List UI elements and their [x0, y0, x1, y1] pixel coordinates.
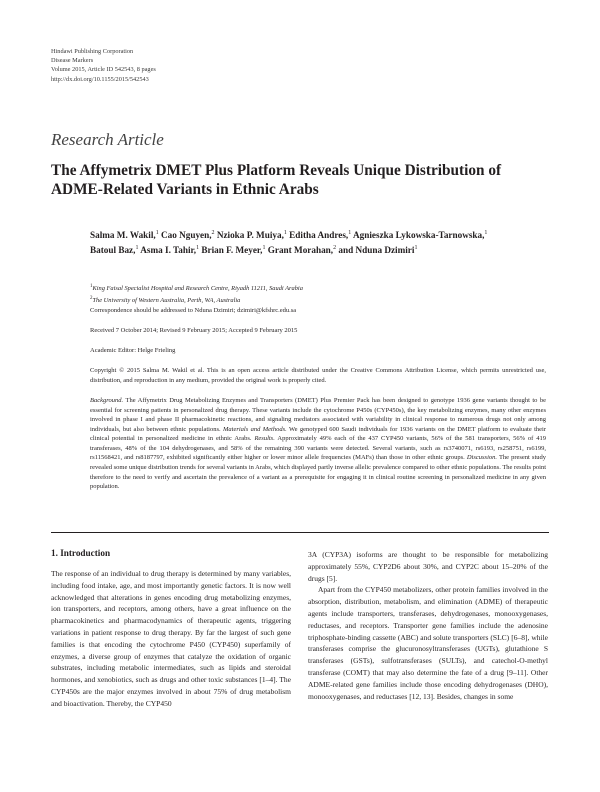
- correspondence: Correspondence should be addressed to Nduna Dzimiri; dzimiri@kfshrc.edu.sa: [90, 307, 297, 314]
- paper-title: The Affymetrix DMET Plus Platform Reveals Unique Distribution of ADME-Related Variants in Ethnic Arabs: [51, 162, 502, 198]
- abstract-methods: We genotyped 600 Saudi individuals for 1936 variants on the DMET platform to evaluate their clinical potential in personalized medicine in ethnic Arabs.: [90, 425, 546, 443]
- academic-editor: Academic Editor: Helge Frieling: [90, 347, 176, 354]
- article-type: Research Article: [51, 130, 164, 149]
- author-list: [90, 227, 530, 257]
- received-dates: Received 7 October 2014; Revised 9 February 2015; Accepted 9 February 2015: [90, 327, 298, 334]
- body-column-left: [51, 568, 291, 710]
- author: Salma M. Wakil,$^1$: [90, 230, 159, 241]
- author: Editha Andres,$^1$: [289, 230, 352, 241]
- volume-line: Volume 2015, Article ID 542543, 8 pages: [51, 66, 156, 74]
- abstract-label-results: Results.: [254, 435, 275, 443]
- affiliation-2: $^2$The University of Western Australia, Perth, WA, Australia: [90, 296, 241, 305]
- publisher-line: Hindawi Publishing Corporation: [51, 48, 134, 55]
- body-column-right: [308, 549, 548, 702]
- affiliations: [90, 282, 303, 307]
- journal-header: [51, 47, 156, 84]
- author: Cao Nguyen,$^2$: [160, 230, 215, 241]
- author: Agnieszka Lykowska-Tarnowska,$^1$: [353, 230, 488, 241]
- abstract-results: Approximately 49% each of the 437 CYP450 variants, 56% of the 581 transporters, 56% of 419 transferases, 48% of the 104 dehydrogenases, and 58% of the remaining 390 variants were detected. Several variants, such as rs3740071, rs6193, rs258751, rs6199, rs11568421, and rs8187797, exhibited significantly either higher or lower minor allele frequencies (MAFs) than those in other ethnic groups.: [90, 435, 546, 462]
- section-divider: [51, 532, 549, 533]
- abstract-label-discussion: Discussion.: [466, 454, 497, 462]
- intro-paragraph-2: Apart from the CYP450 metabolizers, other protein families involved in the absorption, distribution, metabolism, and elimination (ADME) of therapeutic agents include transporters, transferases, dehydrogenases, monooxygenases, reductases, and receptors. Transporter gene families include the adenosine triphosphate-binding cassette (ABC) and solute transporters (SLC) [6–8], while transferases comprise the glucuronosyltransferases (UGTs), glutathione S transferases (GSTs), sulfotransferases (SULTs), and catechol-O-methyl transferase (COMT) that may also determine the fate of a drug [9–11]. Other ADME-related gene families include those encoding dehydrogenases (DHO), monooxygenases, and reductases [12, 13]. Besides, changes in some: [308, 585, 548, 701]
- abstract-background: The Affymetrix Drug Metabolizing Enzymes and Transporters (DMET) Plus Premier Pack has been designed to genotype 1936 gene variants thought to be essential for screening patients in personalized drug therapy. These variants include the cytochrome P450s (CYP450s), the key metabolizing enzymes, many other enzymes involved in phase I and phase II pharmacokinetic reactions, and signaling mediators associated with variability in clinical response to numerous drugs not only among individuals, but also between ethnic populations.: [90, 397, 546, 433]
- author: Nzioka P. Muiya,$^1$: [216, 230, 287, 241]
- journal-name: Disease Markers: [51, 57, 94, 65]
- section-heading: 1. Introduction: [51, 548, 111, 558]
- doi-link[interactable]: http://dx.doi.org/10.1155/2015/542543: [51, 75, 149, 83]
- intro-paragraph-continued: 3A (CYP3A) isoforms are thought to be responsible for metabolizing approximately 55%, CYP2D6 about 30%, and CYP2C about 15–20% of the drugs [5].: [308, 550, 548, 583]
- author: Asma I. Tahir,$^1$: [140, 245, 200, 256]
- abstract-label-methods: Materials and Methods.: [222, 425, 287, 433]
- author: Grant Morahan,$^2$: [267, 245, 337, 256]
- affiliation-1: $^1$King Faisal Specialist Hospital and Research Centre, Riyadh 11211, Saudi Arabia: [90, 284, 303, 293]
- abstract-label-background: Background.: [90, 397, 124, 404]
- copyright-notice: Copyright © 2015 Salma M. Wakil et al. This is an open access article distributed under the Creative Commons Attribution License, which permits unrestricted use, distribution, and reproduction in any medium, provided the original work is properly cited.: [90, 367, 546, 384]
- author: Batoul Baz,$^1$: [90, 245, 139, 256]
- author: and Nduna Dzimiri$^1$: [338, 245, 418, 256]
- intro-paragraph-1: The response of an individual to drug therapy is determined by many variables, including food intake, age, and most importantly genetic factors. It is now well acknowledged that alterations in genes encoding drug metabolizing enzymes, ion transporters, and receptors, among others, have a great influence on the pharmacokinetics and pharmacodynamics of therapeutic agents, triggering variations in patient response to drug therapy. By far the largest of such gene families is that encoding the cytochrome P450 (CYP450) superfamily of enzymes, a diverse group of enzymes that catalyze the oxidation of organic substrates, including metabolic intermediates, such as lipids and steroidal hormones, and xenobiotics, such as drugs and other toxic substances [1–4]. The CYP450s are the major enzymes involved in about 75% of drug metabolism and bioactivation. Thereby, the CYP450: [51, 569, 291, 708]
- abstract-discussion: The present study revealed some unique distribution trends for several variants in Arabs, which displayed partly inverse allelic prevalence compared to other ethnic populations. The results point therefore to the need to verify and ascertain the prevalence of a variant as a prerequisite for engaging it in clinical routine screening in personalized medicine in any given population.: [90, 454, 547, 491]
- author: Brian F. Meyer,$^1$: [201, 245, 266, 256]
- abstract: [90, 396, 546, 492]
